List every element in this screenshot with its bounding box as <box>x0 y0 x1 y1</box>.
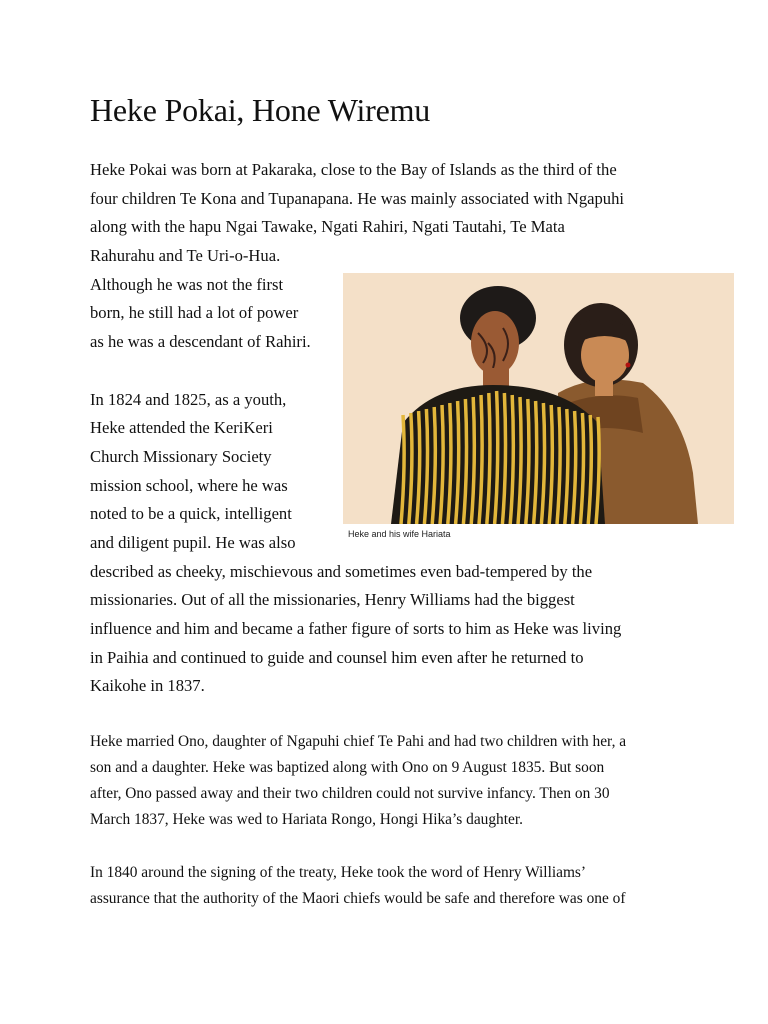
text-line: assurance that the authority of the Maori chiefs would be safe and therefore was one of <box>90 890 626 907</box>
text-line: noted to be a quick, intelligent <box>90 504 292 523</box>
text-line: and diligent pupil. He was also <box>90 533 296 552</box>
text-line: son and a daughter. Heke was baptized along with Ono on 9 August 1835. But soon <box>90 759 605 776</box>
text-line: Although he was not the first <box>90 275 284 294</box>
text-line: March 1837, Heke was wed to Hariata Rongo, Hongi Hika’s daughter. <box>90 811 523 828</box>
text-line: In 1840 around the signing of the treaty, Heke took the word of Henry Williams’ <box>90 864 587 881</box>
text-line: mission school, where he was <box>90 476 288 495</box>
text-line: Heke attended the KeriKeri <box>90 418 273 437</box>
text-line: Kaikohe in 1837. <box>90 676 205 695</box>
text-line: along with the hapu Ngai Tawake, Ngati Rahiri, Ngati Tautahi, Te Mata <box>90 217 565 236</box>
text-line: missionaries. Out of all the missionaries, Henry Williams had the biggest <box>90 590 575 609</box>
text-line: influence and him and became a father figure of sorts to him as Heke was living <box>90 619 622 638</box>
text-line: in Paihia and continued to guide and counsel him even after he returned to <box>90 648 584 667</box>
text-line: born, he still had a lot of power <box>90 303 299 322</box>
figure-caption: Heke and his wife Hariata <box>348 529 451 539</box>
text-line: Church Missionary Society <box>90 447 272 466</box>
text-line: as he was a descendant of Rahiri. <box>90 332 311 351</box>
text-line: after, Ono passed away and their two children could not survive infancy. Then on 30 <box>90 785 610 802</box>
page-title: Heke Pokai, Hone Wiremu <box>90 92 431 128</box>
text-line: Rahurahu and Te Uri-o-Hua. <box>90 246 281 265</box>
text-line: Heke married Ono, daughter of Ngapuhi chief Te Pahi and had two children with her, a <box>90 733 627 750</box>
text-line: four children Te Kona and Tupanapana. He was mainly associated with Ngapuhi <box>90 189 625 208</box>
text-line: Heke Pokai was born at Pakaraka, close to the Bay of Islands as the third of the <box>90 160 617 179</box>
text-line: described as cheeky, mischievous and sometimes even bad-tempered by the <box>90 562 593 581</box>
text-line: In 1824 and 1825, as a youth, <box>90 390 287 409</box>
portrait-illustration <box>343 273 734 524</box>
